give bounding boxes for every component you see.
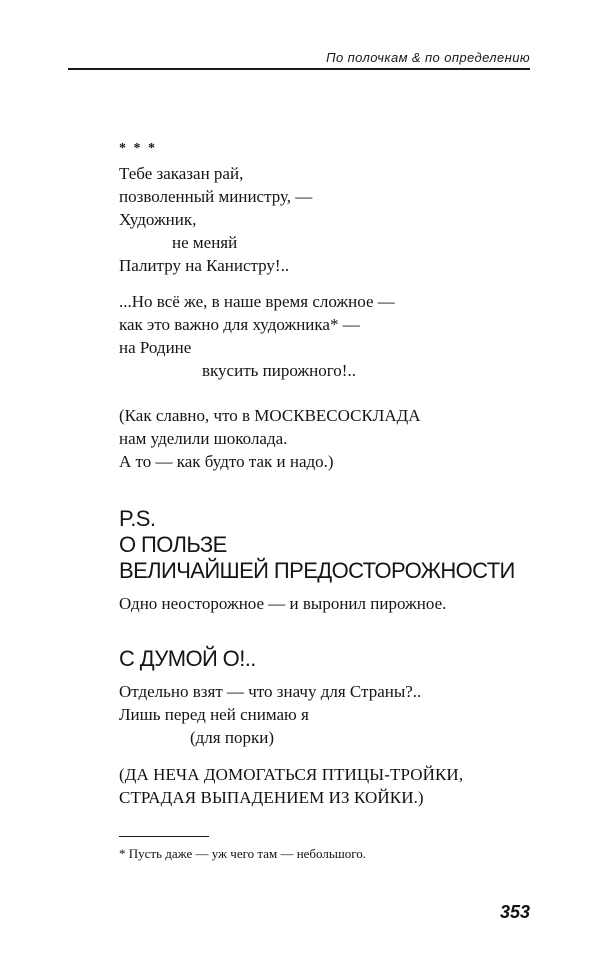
page-number: 353: [499, 902, 530, 922]
poem-line: позволенный министру, —: [119, 187, 313, 206]
footnote-rule: [119, 836, 209, 837]
poem-line: Отдельно взят — что значу для Страны?..: [119, 682, 422, 701]
poem-line: нам уделили шоколада.: [119, 429, 288, 448]
poem-line: не меняй: [172, 233, 238, 252]
duma-section: [119, 646, 463, 809]
poem-2: [119, 290, 395, 382]
poem-3: [119, 404, 421, 473]
ps-text: Одно неосторожное — и выронил пирожное.: [119, 594, 447, 613]
footnote: * Пусть даже — уж чего там — небольшого.: [119, 846, 367, 861]
poem-line: Лишь перед ней снимаю я: [119, 705, 309, 724]
caps-line: СТРАДАЯ ВЫПАДЕНИЕМ ИЗ КОЙКИ.): [119, 788, 424, 807]
poem-line: А то — как будто так и надо.): [119, 452, 334, 471]
poem-line: Палитру на Канистру!..: [119, 256, 290, 275]
ps-section: [119, 506, 515, 615]
poem-line: Тебе заказан рай,: [119, 164, 244, 183]
running-head: По полочкам & по определению: [326, 50, 530, 65]
ps-label: P.S.: [119, 506, 156, 531]
poem-line: вкусить пирожного!..: [202, 361, 356, 380]
header-rule: [68, 68, 530, 70]
poem-line: Художник,: [119, 210, 197, 229]
duma-title: С ДУМОЙ О!..: [119, 646, 256, 671]
poem-line: как это важно для художника* —: [119, 315, 360, 334]
poem-line: (для порки): [190, 728, 274, 747]
poem-1: [119, 142, 312, 277]
ps-title-line-2: ВЕЛИЧАЙШЕЙ ПРЕДОСТОРОЖНОСТИ: [119, 558, 515, 583]
stars-divider: * * *: [119, 141, 157, 156]
poem-line: на Родине: [119, 338, 192, 357]
poem-line: ...Но всё же, в наше время сложное —: [119, 292, 395, 311]
poem-line: (Как славно, что в МОСКВЕСОСКЛАДА: [119, 406, 421, 425]
caps-line: (ДА НЕЧА ДОМОГАТЬСЯ ПТИЦЫ-ТРОЙКИ,: [119, 765, 464, 784]
ps-title-line-1: О ПОЛЬЗЕ: [119, 532, 227, 557]
